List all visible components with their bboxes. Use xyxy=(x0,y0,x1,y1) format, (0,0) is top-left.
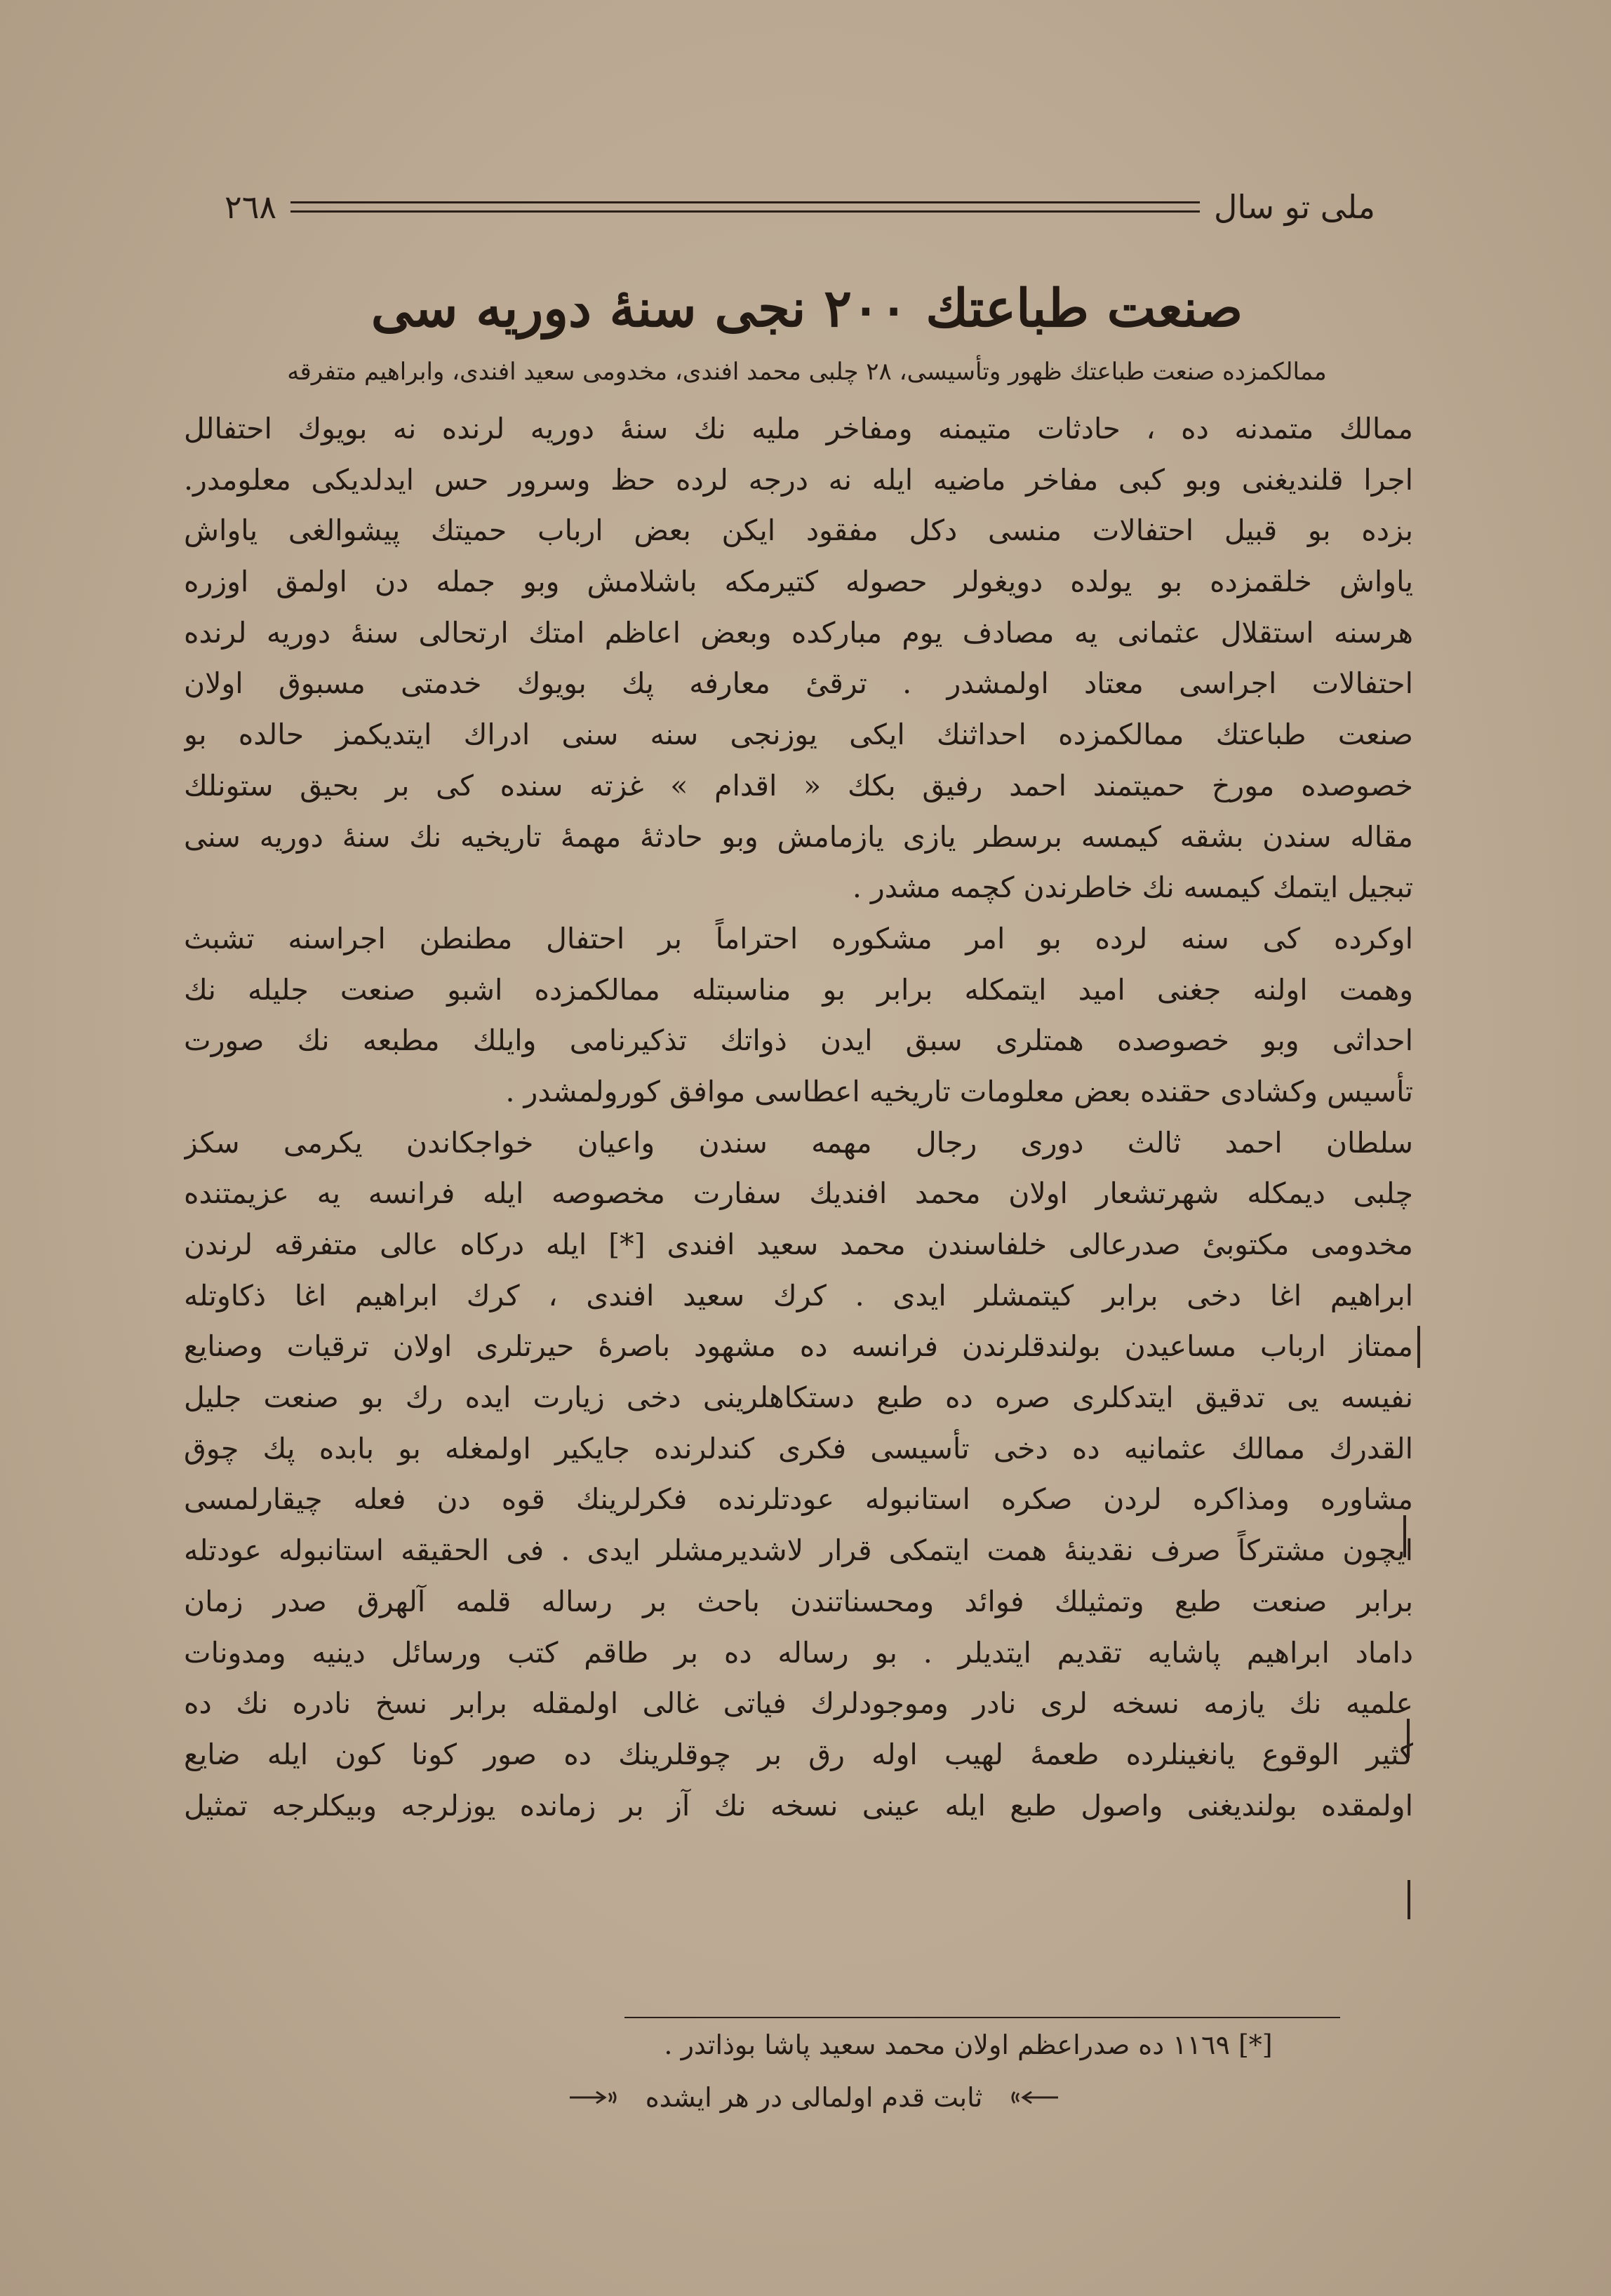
footnote-rule xyxy=(624,2017,1340,2018)
body-line: داماد ابراهيم پاشايه تقديم ايتديلر . بو رساله ده بر طاقم كتب ورسائل دينيه ومدونات xyxy=(184,1635,1413,1670)
periodical-name: ملى تو سال xyxy=(1214,188,1375,226)
body-line: بزده بو قبيل احتفالات منسى دكل مفقود ايكن بعض ارباب حميتك پيشوالغى ياواش xyxy=(184,513,1413,548)
article-subtitle: ممالكمزده صنعت طباعتك ظهور وتأسيسى، ٢٨ چلبى محمد افندى، مخدومى سعيد افندى، وابراهيم متفرقه xyxy=(287,358,1327,386)
body-line: مشاوره ومذاكره لردن صكره استانبوله عودتلرنده فكرلرينك قوه دن فعله چيقارلمسى xyxy=(184,1482,1413,1517)
body-line: اولمقده بولنديغنى واصول طبع ايله عينى نسخه نك آز بر زمانده يوزلرجه وبيكلرجه تمثيل xyxy=(184,1788,1413,1822)
body-line: كثير الوقوع يانغينلرده طعمهٔ لهيب اوله رق بر چوقلرينك ده صور كونا كون ايله ضايع xyxy=(184,1737,1413,1771)
body-line: ممتاز ارباب مساعيدن بولندقلرندن فرانسه ده مشهود باصرهٔ حيرتلرى اولان ترقيات وصنايع xyxy=(184,1329,1413,1364)
flourish-icon xyxy=(568,2089,617,2106)
body-line: خصوصده مورخ حميتمند احمد رفيق بكك « اقدام » غزته سنده كى بر بحيق ستونلك xyxy=(184,768,1413,803)
margin-bracket xyxy=(1403,1515,1412,1557)
body-line: علميه نك يازمه نسخه لرى نادر وموجودلرك فياتى غالى اولمقله برابر نسخ نادره نك ده xyxy=(184,1686,1413,1721)
body-line: نفيسه يى تدقيق ايتدكلرى صره ده طبع دستكاهلرينى دخى زيارت ايده رك بو صنعت جليل xyxy=(184,1381,1413,1415)
body-line: احداثى وبو خصوصده همتلرى سبق ايدن ذواتك تذكيرنامى وايلك مطبعه نك صورت xyxy=(184,1023,1413,1058)
body-line: مخدومى مكتوبىٔ صدرعالى خلفاسندن محمد سعيد افندى [*] ايله دركاه عالى متفرقه لرندن xyxy=(184,1228,1413,1261)
body-line: تبجيل ايتمك كيمسه نك خاطرندن كچمه مشدر . xyxy=(852,871,1413,905)
body-line: وهمت اولنه جغنى اميد ايتمكله برابر بو مناسبتله ممالكمزده اشبو صنعت جليله نك xyxy=(184,972,1413,1007)
body-line: برابر صنعت طبع وتمثيلك فوائد ومحسناتندن باحث بر رساله قلمه آلهرق صدر زمان xyxy=(184,1584,1413,1618)
margin-bracket xyxy=(1407,1719,1415,1758)
page-header xyxy=(225,179,1375,235)
margin-bracket xyxy=(1408,1880,1416,1919)
body-line: اوكرده كى سنه لرده بو امر مشكوره احتراماً بر احتفال مطنطن اجراسنه تشبث xyxy=(184,921,1413,955)
header-double-rule xyxy=(290,201,1200,213)
flourish-icon xyxy=(1010,2089,1059,2106)
body-line: چلبى ديمكله شهرتشعار اولان محمد افنديك سفارت مخصوصه ايله فرانسه يه عزيمتنده xyxy=(184,1176,1413,1211)
page-number: ٢٦٨ xyxy=(225,188,277,226)
margin-bracket xyxy=(1417,1326,1426,1368)
body-line: ممالك متمدنه ده ، حادثات متيمنه ومفاخر مليه نك سنهٔ دوريه لرنده نه بويوك احتفالل xyxy=(184,412,1413,445)
body-line: سلطان احمد ثالث دورى رجال مهمه سندن واعيان خواجكاندن يكرمى سكز xyxy=(184,1125,1413,1160)
body-line: هرسنه استقلال عثمانى يه مصادف يوم مباركده وبعض اعاظم امتك ارتحالى سنهٔ دوريه لرنده xyxy=(184,615,1413,650)
motto-line xyxy=(463,2073,1165,2122)
footnote: [*] ١١٦٩ ده صدراعظم اولان محمد سعيد پاشا بوذاتدر . xyxy=(664,2029,1273,2060)
body-line: مقاله سندن بشقه كيمسه برسطر يازى يازمامش وبو حادثهٔ مهمهٔ تاريخيه نك سنهٔ دوريه سنى xyxy=(184,819,1413,854)
body-line: ابراهيم اغا دخى برابر كيتمشلر ايدى . كرك سعيد افندى ، كرك ابراهيم اغا ذكاوتله xyxy=(184,1278,1413,1313)
body-line: احتفالات اجراسى معتاد اولمشدر . ترقىٔ معارفه پك بويوك خدمتى مسبوق اولان xyxy=(184,666,1413,701)
body-line: صنعت طباعتك ممالكمزده احداثنك ايكى يوزنجى سنه سنى ادراك ايتديكمز حالده بو xyxy=(184,718,1413,752)
body-line: القدرك ممالك عثمانيه ده دخى تأسيسى فكرى كندلرنده جايكير اولمغله بو بابده پك چوق xyxy=(184,1431,1413,1465)
article-title: صنعت طباعتك ٢٠٠ نجى سنهٔ دوريه سى xyxy=(370,278,1243,339)
article-body xyxy=(184,403,1413,1831)
body-line: ايچون مشتركاً صرف نقدينهٔ همت ايتمكى قرار لاشديرمشلر ايدى . فى الحقيقه استانبوله عودتله xyxy=(184,1533,1413,1568)
body-line: اجرا قلنديغنى وبو كبى مفاخر ماضيه ايله نه درجه لرده حظ وسرور حس ايدلديكى معلومدر. xyxy=(184,462,1413,497)
motto-text: ثابت قدم اولمالى در هر ايشده xyxy=(645,2082,983,2113)
body-line: ياواش خلقمزده بو يولده دويغولر حصوله كتيرمكه باشلامش وبو جمله دن اولمق اوزره xyxy=(184,565,1413,599)
body-line: تأسيس وكشادى حقنده بعض معلومات تاريخيه اعطاسى موافق كورولمشدر . xyxy=(505,1074,1413,1108)
